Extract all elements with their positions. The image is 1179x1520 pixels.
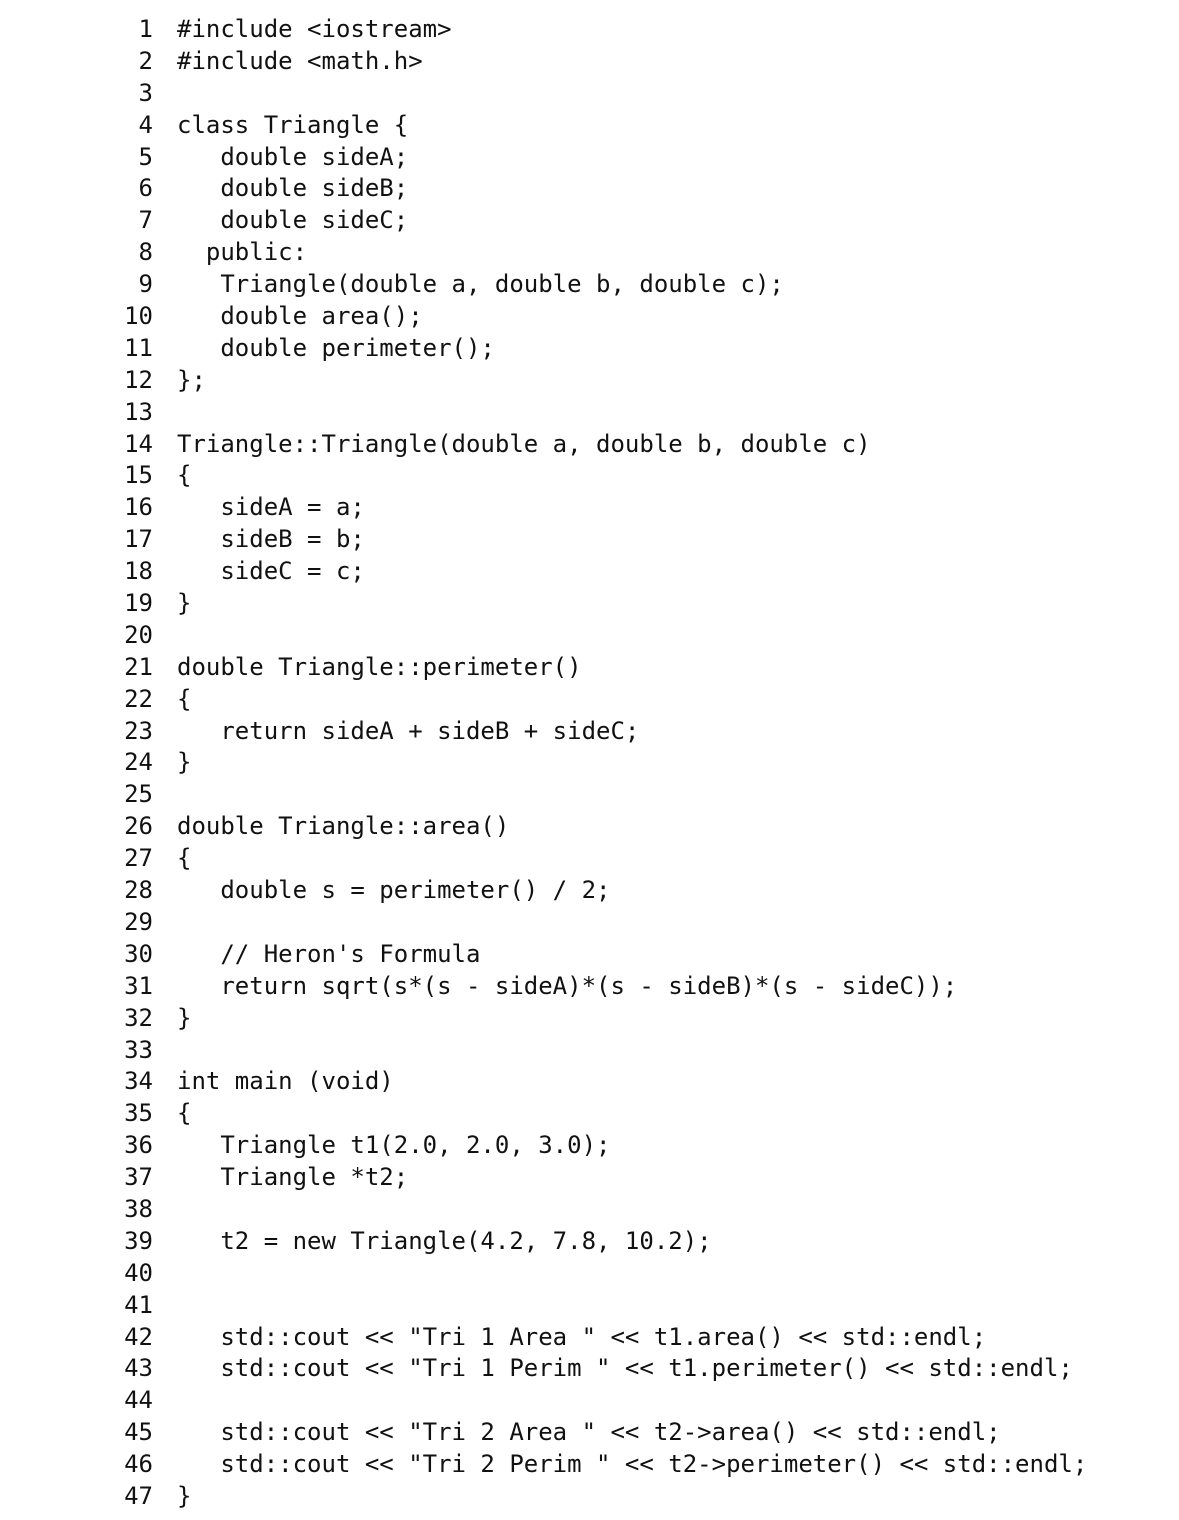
code-text: sideC = c; (177, 557, 365, 586)
line-number: 21 (124, 652, 153, 681)
code-line (0, 1417, 1179, 1449)
code-line (0, 1353, 1179, 1385)
code-text: double Triangle::area() (177, 812, 510, 841)
line-number: 4 (138, 110, 153, 139)
code-text (153, 907, 1179, 939)
code-line (0, 1194, 1179, 1226)
code-text: { (177, 844, 192, 873)
code-text: }; (177, 365, 206, 394)
line-number: 25 (124, 780, 153, 809)
line-number: 6 (138, 174, 153, 203)
code-text: class Triangle { (177, 110, 409, 139)
code-text: Triangle(double a, double b, double c); (177, 270, 784, 299)
line-number: 26 (124, 812, 153, 841)
code-line (0, 1066, 1179, 1098)
code-line (0, 269, 1179, 301)
line-number: 8 (138, 238, 153, 267)
code-line (0, 173, 1179, 205)
code-line (0, 843, 1179, 875)
code-line (0, 333, 1179, 365)
code-line (0, 1098, 1179, 1130)
code-text (153, 397, 1179, 429)
line-number: 2 (138, 46, 153, 75)
line-number: 38 (124, 1194, 153, 1223)
line-number: 1 (138, 15, 153, 43)
line-number: 39 (124, 1226, 153, 1255)
code-text: Triangle *t2; (177, 1163, 409, 1192)
line-number: 27 (124, 844, 153, 873)
line-number: 28 (124, 876, 153, 905)
code-line (0, 1449, 1179, 1481)
line-number: 24 (124, 748, 153, 777)
code-text: #include <math.h> (177, 46, 423, 75)
code-line (0, 110, 1179, 142)
line-number: 16 (124, 493, 153, 522)
code-line (0, 1003, 1179, 1035)
line-number: 42 (124, 1322, 153, 1351)
line-number: 17 (124, 525, 153, 554)
line-number: 29 (124, 907, 153, 936)
code-text: int main (void) (177, 1067, 394, 1096)
line-number: 12 (124, 365, 153, 394)
line-number: 18 (124, 557, 153, 586)
code-text: sideA = a; (177, 493, 365, 522)
code-line (0, 971, 1179, 1003)
line-number: 33 (124, 1035, 153, 1064)
code-text: return sideA + sideB + sideC; (177, 716, 640, 745)
line-number: 22 (124, 684, 153, 713)
line-number: 15 (124, 461, 153, 490)
code-text: } (177, 1003, 192, 1032)
code-text: double area(); (177, 302, 423, 331)
code-text: public: (177, 238, 308, 267)
line-number: 5 (138, 142, 153, 171)
code-text: } (177, 589, 192, 618)
code-text: std::cout << "Tri 2 Perim " << t2->perimeter() << std::endl; (177, 1450, 1088, 1479)
code-line (0, 620, 1179, 652)
code-line (0, 811, 1179, 843)
code-line (0, 460, 1179, 492)
code-text: #include <iostream> (177, 15, 452, 43)
line-number: 19 (124, 589, 153, 618)
code-line (0, 716, 1179, 748)
code-text: std::cout << "Tri 1 Perim " << t1.perimeter() << std::endl; (177, 1354, 1073, 1383)
code-text: std::cout << "Tri 1 Area " << t1.area() << std::endl; (177, 1322, 987, 1351)
code-line (0, 301, 1179, 333)
line-number: 43 (124, 1354, 153, 1383)
code-text (153, 1385, 1179, 1417)
line-number: 46 (124, 1450, 153, 1479)
code-line (0, 78, 1179, 110)
code-text: std::cout << "Tri 2 Area " << t2->area() << std::endl; (177, 1418, 1001, 1447)
code-line (0, 939, 1179, 971)
code-text (153, 78, 1179, 110)
code-line (0, 205, 1179, 237)
code-line (0, 1290, 1179, 1322)
code-text (153, 1194, 1179, 1226)
code-line (0, 14, 1179, 46)
code-text (153, 620, 1179, 652)
code-text: { (177, 684, 192, 713)
line-number: 9 (138, 270, 153, 299)
code-text: double sideB; (177, 174, 409, 203)
code-line (0, 1481, 1179, 1513)
code-text: double s = perimeter() / 2; (177, 876, 611, 905)
code-text: { (177, 461, 192, 490)
code-line (0, 524, 1179, 556)
code-text: sideB = b; (177, 525, 365, 554)
code-line (0, 875, 1179, 907)
code-line (0, 1322, 1179, 1354)
code-line (0, 429, 1179, 461)
code-text (153, 779, 1179, 811)
code-line (0, 142, 1179, 174)
line-number: 47 (124, 1481, 153, 1510)
line-number: 3 (138, 78, 153, 107)
code-line (0, 46, 1179, 78)
code-text: } (177, 1481, 192, 1510)
line-number: 34 (124, 1067, 153, 1096)
line-number: 30 (124, 939, 153, 968)
line-number: 35 (124, 1099, 153, 1128)
line-number: 36 (124, 1131, 153, 1160)
code-text: Triangle::Triangle(double a, double b, double c) (177, 429, 871, 458)
line-number: 32 (124, 1003, 153, 1032)
code-text (153, 1035, 1179, 1067)
code-line (0, 365, 1179, 397)
line-number: 7 (138, 206, 153, 235)
line-number: 37 (124, 1163, 153, 1192)
code-listing (0, 14, 1179, 1513)
code-line (0, 397, 1179, 429)
code-text: double perimeter(); (177, 333, 495, 362)
code-line (0, 556, 1179, 588)
code-line (0, 779, 1179, 811)
code-line (0, 684, 1179, 716)
code-line (0, 1385, 1179, 1417)
code-line (0, 747, 1179, 779)
line-number: 40 (124, 1258, 153, 1287)
code-line (0, 588, 1179, 620)
code-line (0, 237, 1179, 269)
line-number: 20 (124, 620, 153, 649)
line-number: 10 (124, 302, 153, 331)
line-number: 41 (124, 1290, 153, 1319)
code-line (0, 1258, 1179, 1290)
code-line (0, 1162, 1179, 1194)
code-text: double Triangle::perimeter() (177, 652, 582, 681)
code-text (153, 1258, 1179, 1290)
code-line (0, 1226, 1179, 1258)
line-number: 44 (124, 1386, 153, 1415)
line-number: 11 (124, 333, 153, 362)
code-text: return sqrt(s*(s - sideA)*(s - sideB)*(s - sideC)); (177, 971, 958, 1000)
line-number: 23 (124, 716, 153, 745)
code-line (0, 1130, 1179, 1162)
code-text: { (177, 1099, 192, 1128)
code-line (0, 652, 1179, 684)
code-text: t2 = new Triangle(4.2, 7.8, 10.2); (177, 1226, 712, 1255)
code-line (0, 492, 1179, 524)
line-number: 14 (124, 429, 153, 458)
code-text: double sideA; (177, 142, 409, 171)
code-line (0, 907, 1179, 939)
code-text: Triangle t1(2.0, 2.0, 3.0); (177, 1131, 611, 1160)
code-text: double sideC; (177, 206, 409, 235)
code-text (153, 1290, 1179, 1322)
line-number: 13 (124, 397, 153, 426)
code-text: } (177, 748, 192, 777)
line-number: 31 (124, 971, 153, 1000)
code-text: // Heron's Formula (177, 939, 481, 968)
code-line (0, 1035, 1179, 1067)
line-number: 45 (124, 1418, 153, 1447)
